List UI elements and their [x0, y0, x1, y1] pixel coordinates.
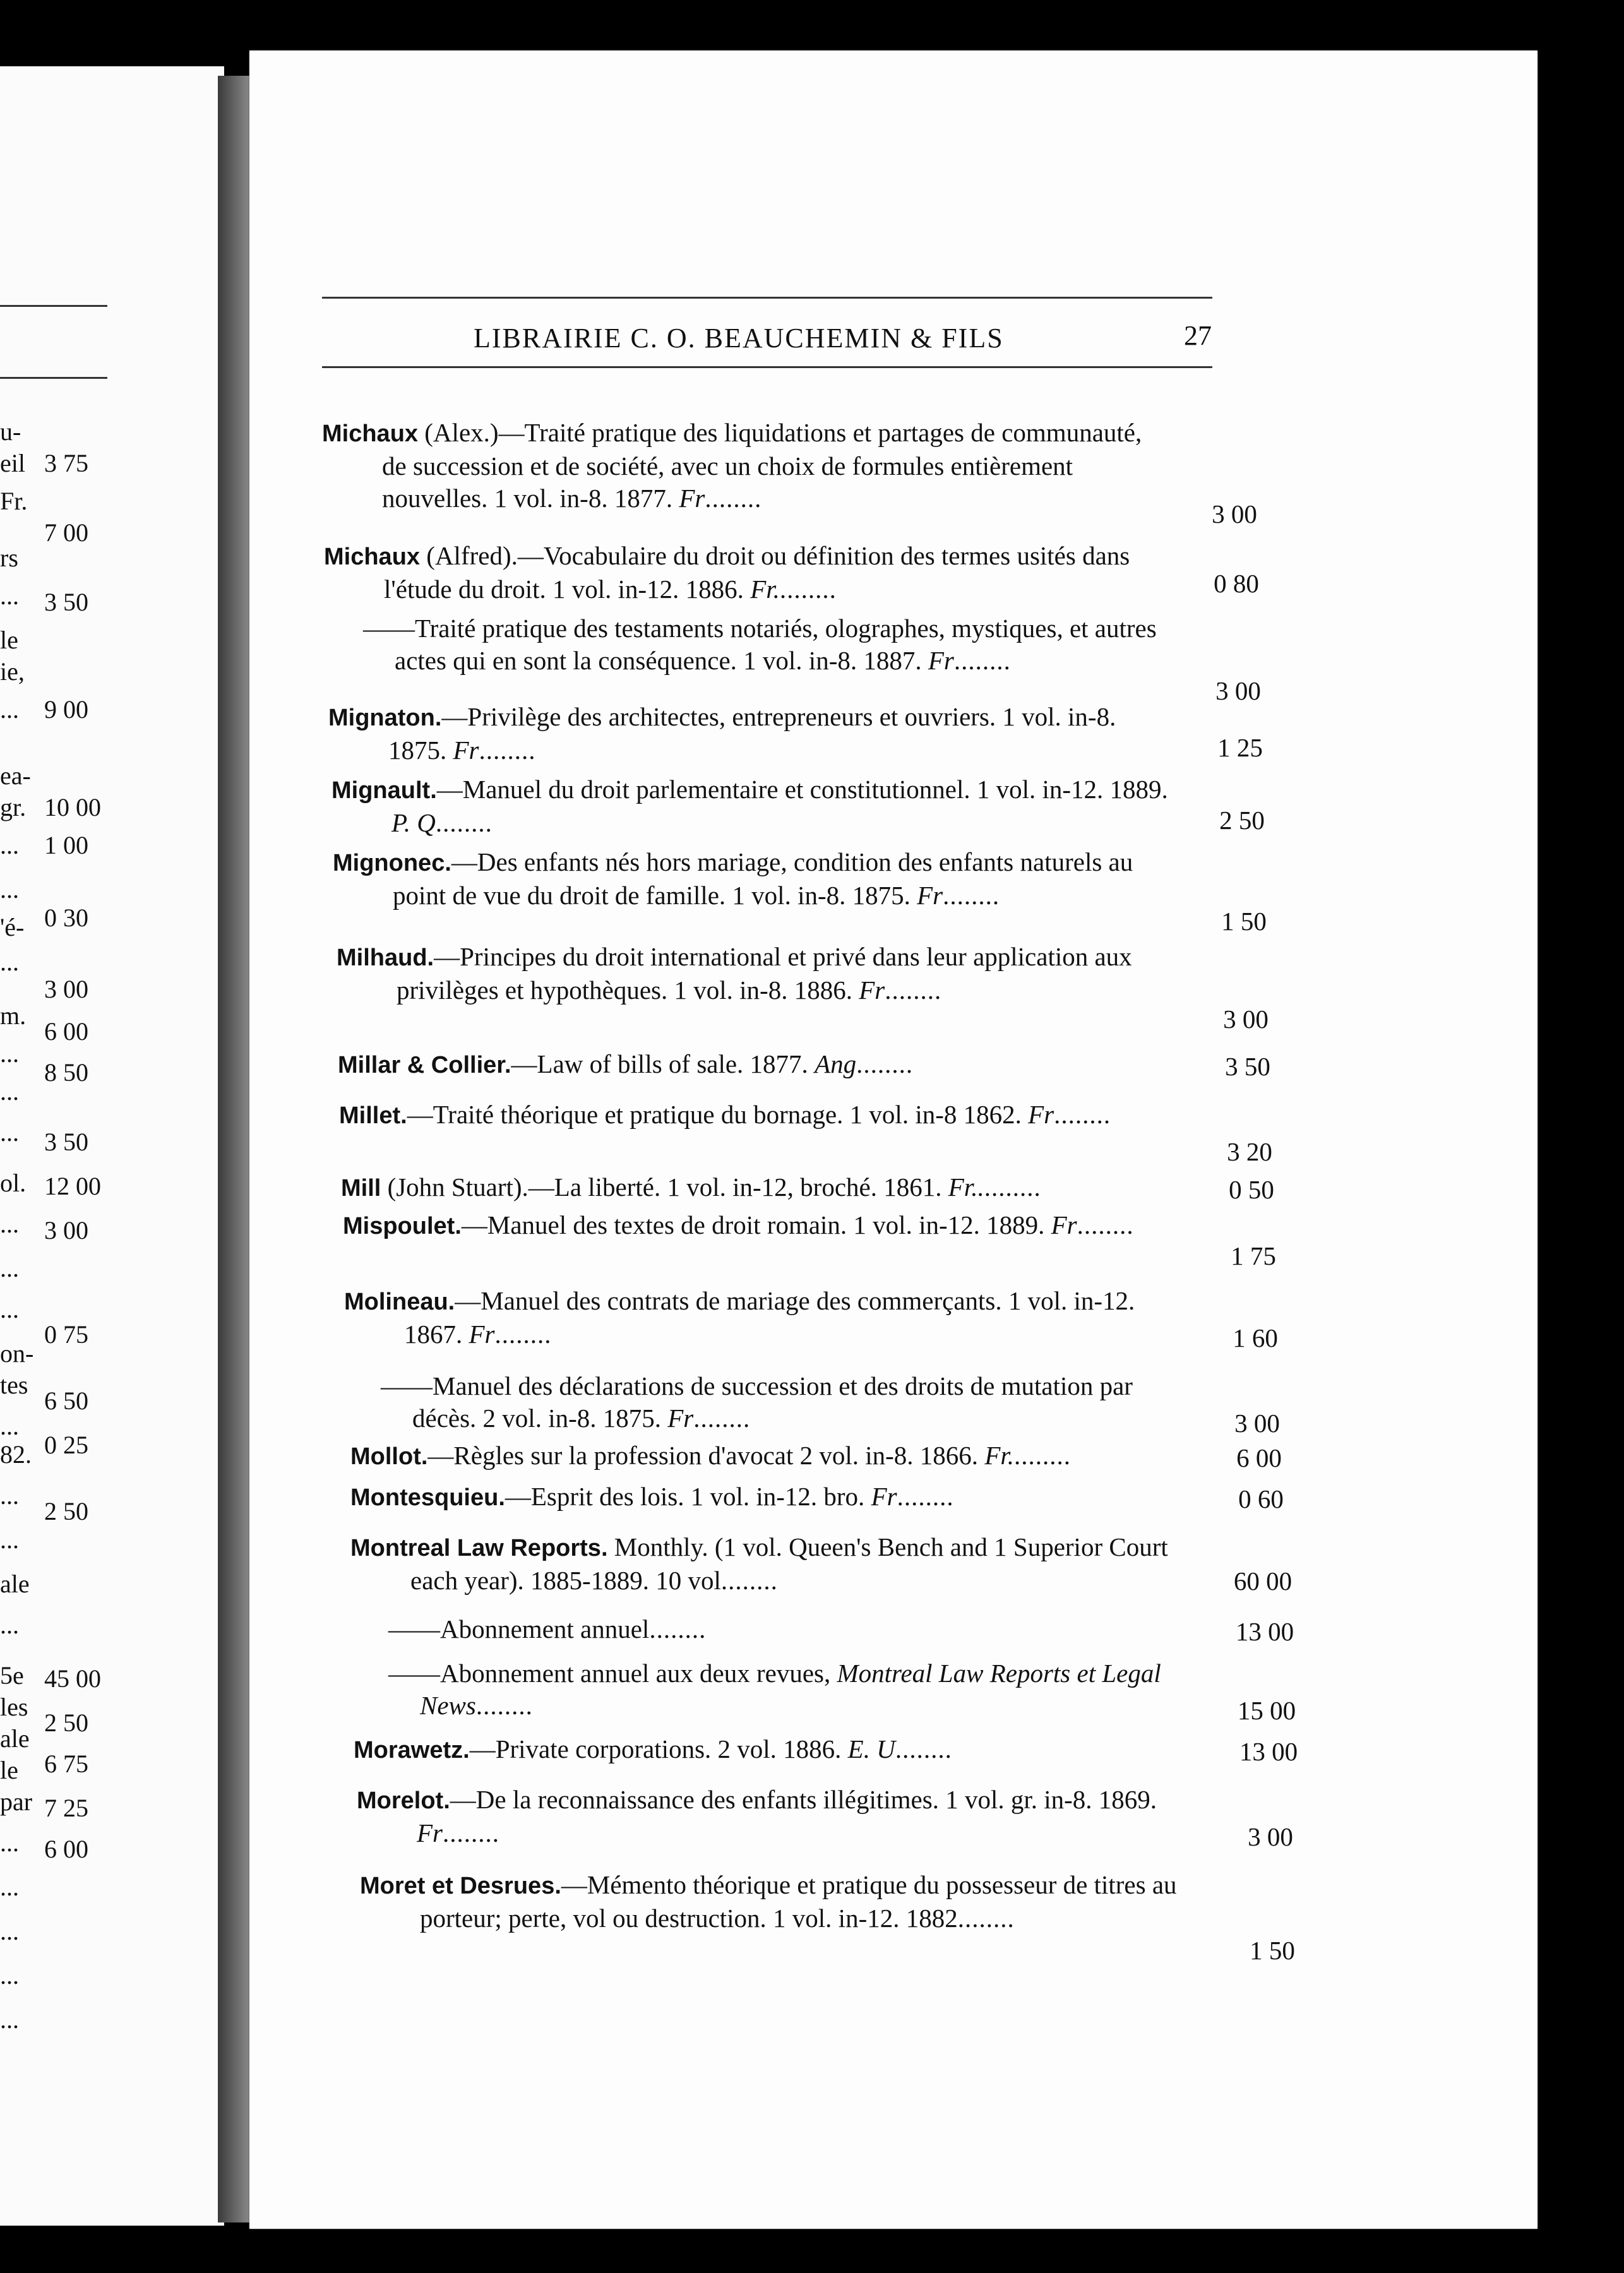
entry-price: 1 50 [1221, 907, 1267, 936]
left-text-fragment: ... [0, 1525, 19, 1554]
leader-dots: ........ [779, 575, 837, 604]
left-price: 3 75 [44, 449, 88, 477]
entry-price: 60 00 [1233, 1566, 1293, 1596]
entry-origin: Fr [917, 881, 943, 910]
entry-description: Abonnement annuel [440, 1614, 650, 1644]
entry-price: 13 00 [1239, 1737, 1298, 1766]
left-price: 1 00 [44, 831, 88, 859]
entry-author: Millar & Collier. [338, 1052, 511, 1078]
left-top-rule [0, 305, 107, 307]
entry-origin: Fr [928, 646, 954, 675]
entry-text [339, 1099, 1179, 1132]
ditto-dash: —— [388, 1659, 440, 1688]
left-price: 3 50 [44, 588, 88, 616]
entry-origin: Fr [1028, 1100, 1054, 1129]
entry-description: —Principes du droit international et privé dans leur application aux privilèges et hypothèques. 1 vol. in-8. 1886. [397, 942, 1132, 1005]
left-price: 8 50 [44, 1058, 88, 1087]
entry-description: —Manuel des textes de droit romain. 1 vol. in-12. 1889. [461, 1210, 1051, 1239]
entry-description: (Alex.)—Traité pratique des liquidations et partages de communauté, de succession et de société, avec un choix de formules entièrement nouvelles. 1 vol. in-8. 1877. [382, 418, 1142, 513]
entry-price: 0 80 [1214, 569, 1259, 598]
left-price: 3 00 [44, 1216, 88, 1244]
left-text-fragment: ... [0, 875, 19, 904]
entry-price: 2 50 [1219, 806, 1265, 835]
leader-dots: ........ [693, 1404, 751, 1433]
left-text-fragment: u- [0, 417, 21, 446]
entry-description: Abonnement annuel aux deux revues, [440, 1659, 837, 1688]
left-text-fragment: ... [0, 1077, 19, 1106]
entry-text [357, 1657, 1197, 1722]
entry-description: (Alfred).—Vocabulaire du droit ou définition des termes usités dans l'étude du droit. 1 vol. in-12. 1886. [384, 541, 1130, 604]
entry-text [354, 1733, 1193, 1767]
leader-dots: ........ [953, 646, 1011, 675]
left-text-fragment: ... [0, 1118, 19, 1147]
entry-author: Moret et Desrues. [360, 1873, 561, 1899]
entry-price: 1 25 [1217, 733, 1263, 762]
leader-dots: ........ [1014, 1441, 1072, 1470]
entry-text [331, 612, 1171, 677]
entry-text [357, 1613, 1197, 1645]
entry-author: Michaux [324, 544, 421, 570]
entry-price: 1 50 [1250, 1936, 1295, 1965]
leader-dots: ........ [435, 808, 493, 837]
left-text-fragment: ... [0, 695, 19, 724]
catalog-entry [331, 612, 1171, 677]
left-page-fragment [0, 66, 224, 2226]
left-price: 9 00 [44, 695, 88, 724]
entry-origin: Fr [453, 736, 479, 765]
entry-price: 3 00 [1212, 499, 1257, 528]
entry-description: —Manuel du droit parlementaire et constitutionnel. 1 vol. in-12. 1889. [436, 775, 1168, 804]
leader-dots: ........ [943, 881, 1000, 910]
entry-origin: E. U [847, 1734, 895, 1763]
leader-dots: ........ [720, 1566, 778, 1595]
entry-price: 3 00 [1234, 1409, 1280, 1438]
entry-price: 13 00 [1235, 1617, 1294, 1646]
left-text-fragment: tes [0, 1371, 28, 1399]
ditto-dash: —— [363, 614, 415, 643]
catalog-entry [324, 540, 1164, 606]
left-text-fragment: ale [0, 1570, 30, 1598]
entry-text [343, 1209, 1183, 1243]
left-text-fragment: gr. [0, 793, 27, 821]
entry-description: Monthly. (1 vol. Queen's Bench and 1 Superior Court each year). 1885-1889. 10 vol [410, 1532, 1168, 1595]
left-text-fragment: ie, [0, 657, 25, 686]
entry-origin: Fr. [984, 1441, 1015, 1470]
entry-price: 3 00 [1223, 1005, 1269, 1034]
entry-author: Mignonec. [333, 850, 451, 876]
left-price: 2 50 [44, 1709, 88, 1737]
page-number: 27 [1184, 320, 1212, 351]
catalog-entry [328, 701, 1168, 767]
left-price: 6 50 [44, 1387, 88, 1415]
left-text-fragment: ... [0, 1039, 19, 1068]
catalog-entry [357, 1784, 1197, 1849]
left-text-fragment: ... [0, 1210, 19, 1238]
entry-text [349, 1370, 1189, 1435]
left-text-fragment: ... [0, 1611, 19, 1639]
catalog-entry [331, 773, 1171, 839]
left-text-fragment: ... [0, 1873, 19, 1901]
entry-text [350, 1481, 1190, 1514]
entry-author: Milhaud. [337, 945, 434, 971]
entry-price: 3 00 [1248, 1822, 1293, 1851]
entry-description: —Des enfants nés hors mariage, condition des enfants naturels au point de vue du droit de famille. 1 vol. in-8. 1875. [393, 847, 1133, 910]
entry-price: 3 00 [1215, 676, 1261, 705]
entry-origin: Fr [667, 1404, 694, 1433]
entry-description: —De la reconnaissance des enfants illégitimes. 1 vol. gr. in-8. 1869. [450, 1785, 1157, 1814]
entry-price: 6 00 [1236, 1443, 1282, 1472]
left-text-fragment: 82. [0, 1440, 32, 1469]
entry-description: —Règles sur la profession d'avocat 2 vol. in-8. 1866. [427, 1441, 985, 1470]
catalog-entry [333, 846, 1173, 912]
left-text-fragment: eil [0, 449, 25, 477]
entry-text [333, 846, 1173, 912]
entry-origin: Fr [469, 1320, 495, 1349]
entry-author: Mill [341, 1175, 381, 1202]
entry-author: Mollot. [350, 1443, 428, 1470]
leader-dots: ........ [897, 1482, 954, 1511]
catalog-entry [349, 1370, 1189, 1435]
header-bottom-rule [322, 366, 1212, 368]
entry-author: Montreal Law Reports. [350, 1535, 608, 1561]
right-page [249, 51, 1537, 2229]
entry-description: —Mémento théorique et pratique du possesseur de titres au porteur; perte, vol ou destruction. 1 vol. in-12. 1882 [420, 1870, 1177, 1933]
catalog-entry [322, 417, 1162, 515]
left-text-fragment: 'é- [0, 913, 25, 941]
left-text-fragment: rs [0, 544, 18, 572]
leader-dots: ........ [705, 484, 762, 513]
ditto-dash: —— [381, 1371, 433, 1400]
entry-price: 0 50 [1229, 1175, 1274, 1204]
entry-origin: Montreal Law Reports et Legal News [420, 1659, 1161, 1720]
leader-dots: ........ [649, 1614, 707, 1644]
entry-author: Mignault. [331, 777, 437, 804]
entry-author: Mignaton. [328, 705, 442, 731]
entry-description: Traité pratique des testaments notariés, olographes, mystiques, et autres actes qui en sont la conséquence. 1 vol. in-8. 1887. [395, 614, 1157, 675]
left-price: 10 00 [44, 793, 101, 821]
entry-price: 0 60 [1238, 1484, 1284, 1513]
entry-text [337, 941, 1176, 1006]
leader-dots: ........ [475, 1691, 533, 1720]
entry-price: 3 50 [1225, 1052, 1270, 1081]
left-text-fragment: ... [0, 1412, 19, 1440]
left-price: 3 50 [44, 1128, 88, 1156]
entry-price: 1 60 [1233, 1323, 1278, 1352]
catalog-entry [344, 1285, 1184, 1351]
entry-origin: Ang [815, 1049, 857, 1078]
entry-text [360, 1869, 1200, 1935]
entry-author: Michaux [322, 421, 419, 447]
left-text-fragment: ... [0, 1295, 19, 1323]
leader-dots: ........ [885, 975, 942, 1005]
left-text-fragment: ... [0, 831, 19, 859]
entry-origin: Fr [1051, 1210, 1077, 1239]
entry-author: Montesquieu. [350, 1484, 505, 1511]
entry-text [350, 1531, 1190, 1597]
left-price: 6 00 [44, 1835, 88, 1863]
leader-dots: ........ [1077, 1210, 1134, 1239]
entry-price: 1 75 [1231, 1241, 1276, 1270]
left-text-fragment: ... [0, 1481, 19, 1510]
catalog-entry [350, 1481, 1190, 1514]
entry-text [341, 1171, 1181, 1205]
catalog-entry [354, 1733, 1193, 1767]
entry-description: (John Stuart).—La liberté. 1 vol. in-12, broché. 1861. [381, 1172, 948, 1202]
entry-author: Morawetz. [354, 1737, 470, 1763]
leader-dots: ........ [984, 1172, 1041, 1202]
leader-dots: ........ [443, 1818, 499, 1847]
left-text-fragment: ... [0, 582, 19, 610]
header-top-rule [322, 297, 1212, 299]
entry-description: —Law of bills of sale. 1877. [511, 1049, 815, 1078]
catalog-entry [337, 941, 1176, 1006]
left-price: 2 50 [44, 1497, 88, 1525]
entry-text [338, 1048, 1178, 1082]
entry-description: —Esprit des lois. 1 vol. in-12. bro. [505, 1482, 871, 1511]
left-second-rule [0, 377, 107, 379]
entry-origin: P. Q [391, 808, 436, 837]
entry-text [357, 1784, 1197, 1849]
entry-description: —Privilège des architectes, entrepreneurs et ouvriers. 1 vol. in-8. 1875. [388, 702, 1116, 765]
left-price: 0 25 [44, 1431, 88, 1459]
left-price: 0 30 [44, 904, 88, 932]
left-text-fragment: ... [0, 1917, 19, 1945]
left-text-fragment: les [0, 1693, 28, 1721]
left-text-fragment: 5e [0, 1661, 24, 1690]
catalog-entry [360, 1869, 1200, 1935]
catalog-entry [350, 1440, 1190, 1473]
left-price: 3 00 [44, 975, 88, 1003]
entry-origin: Fr [859, 975, 885, 1005]
left-price: 6 75 [44, 1750, 88, 1778]
entry-price: 15 00 [1237, 1696, 1296, 1725]
left-text-fragment: ale [0, 1724, 30, 1753]
left-text-fragment: m. [0, 1001, 27, 1030]
catalog-entry [350, 1531, 1190, 1597]
entry-author: Morelot. [357, 1787, 450, 1814]
entry-description: —Private corporations. 2 vol. 1886. [469, 1734, 848, 1763]
catalog-entry [357, 1613, 1197, 1645]
entry-price: 3 20 [1227, 1137, 1272, 1166]
left-text-fragment: le [0, 1756, 18, 1784]
left-text-fragment: Fr. [0, 487, 28, 515]
leader-dots: ........ [957, 1904, 1015, 1933]
catalog-entry [338, 1048, 1178, 1082]
left-price: 45 00 [44, 1664, 101, 1693]
leader-dots: ........ [856, 1049, 914, 1078]
leader-dots: ........ [895, 1734, 952, 1763]
entry-text [324, 540, 1164, 606]
left-text-fragment: ... [0, 1254, 19, 1282]
entry-author: Mispoulet. [343, 1213, 462, 1239]
leader-dots: ........ [494, 1320, 552, 1349]
entry-author: Millet. [339, 1102, 407, 1129]
entry-author: Molineau. [344, 1289, 455, 1315]
left-price: 7 00 [44, 518, 88, 547]
entry-description: Manuel des déclarations de succession et des droits de mutation par décès. 2 vol. in-8. 1875. [412, 1371, 1133, 1433]
entry-text [350, 1440, 1190, 1473]
catalog-entry [357, 1657, 1197, 1722]
ditto-dash: —— [388, 1614, 440, 1644]
entry-text [328, 701, 1168, 767]
leader-dots: ........ [479, 736, 536, 765]
left-text-fragment: le [0, 626, 18, 654]
entry-text [322, 417, 1162, 515]
leader-dots: ........ [1054, 1100, 1111, 1129]
left-price: 12 00 [44, 1172, 101, 1200]
left-price: 7 25 [44, 1794, 88, 1822]
left-text-fragment: ol. [0, 1169, 27, 1197]
entry-origin: Fr [417, 1818, 443, 1847]
catalog-entry [343, 1209, 1183, 1243]
entry-origin: Fr [871, 1482, 897, 1511]
left-text-fragment: ... [0, 1961, 19, 1990]
catalog-entry [339, 1099, 1179, 1132]
entry-origin: Fr [679, 484, 705, 513]
left-text-fragment: par [0, 1787, 33, 1816]
left-text-fragment: ... [0, 2005, 19, 2034]
left-text-fragment: ... [0, 1829, 19, 1857]
entry-text [344, 1285, 1184, 1351]
entry-origin: Fr. [750, 575, 780, 604]
entry-description: —Manuel des contrats de mariage des commerçants. 1 vol. in-12. 1867. [404, 1286, 1135, 1349]
left-text-fragment: ... [0, 948, 19, 976]
left-price: 0 75 [44, 1320, 88, 1349]
left-price: 6 00 [44, 1017, 88, 1046]
left-text-fragment: on- [0, 1339, 34, 1368]
left-text-fragment: ea- [0, 761, 31, 790]
entry-description: —Traité théorique et pratique du bornage. 1 vol. in-8 1862. [407, 1100, 1029, 1129]
entry-text [331, 773, 1171, 839]
entry-origin: Fr.. [948, 1172, 984, 1202]
catalog-entry [341, 1171, 1181, 1205]
running-header: LIBRAIRIE C. O. BEAUCHEMIN & FILS [474, 323, 1004, 354]
